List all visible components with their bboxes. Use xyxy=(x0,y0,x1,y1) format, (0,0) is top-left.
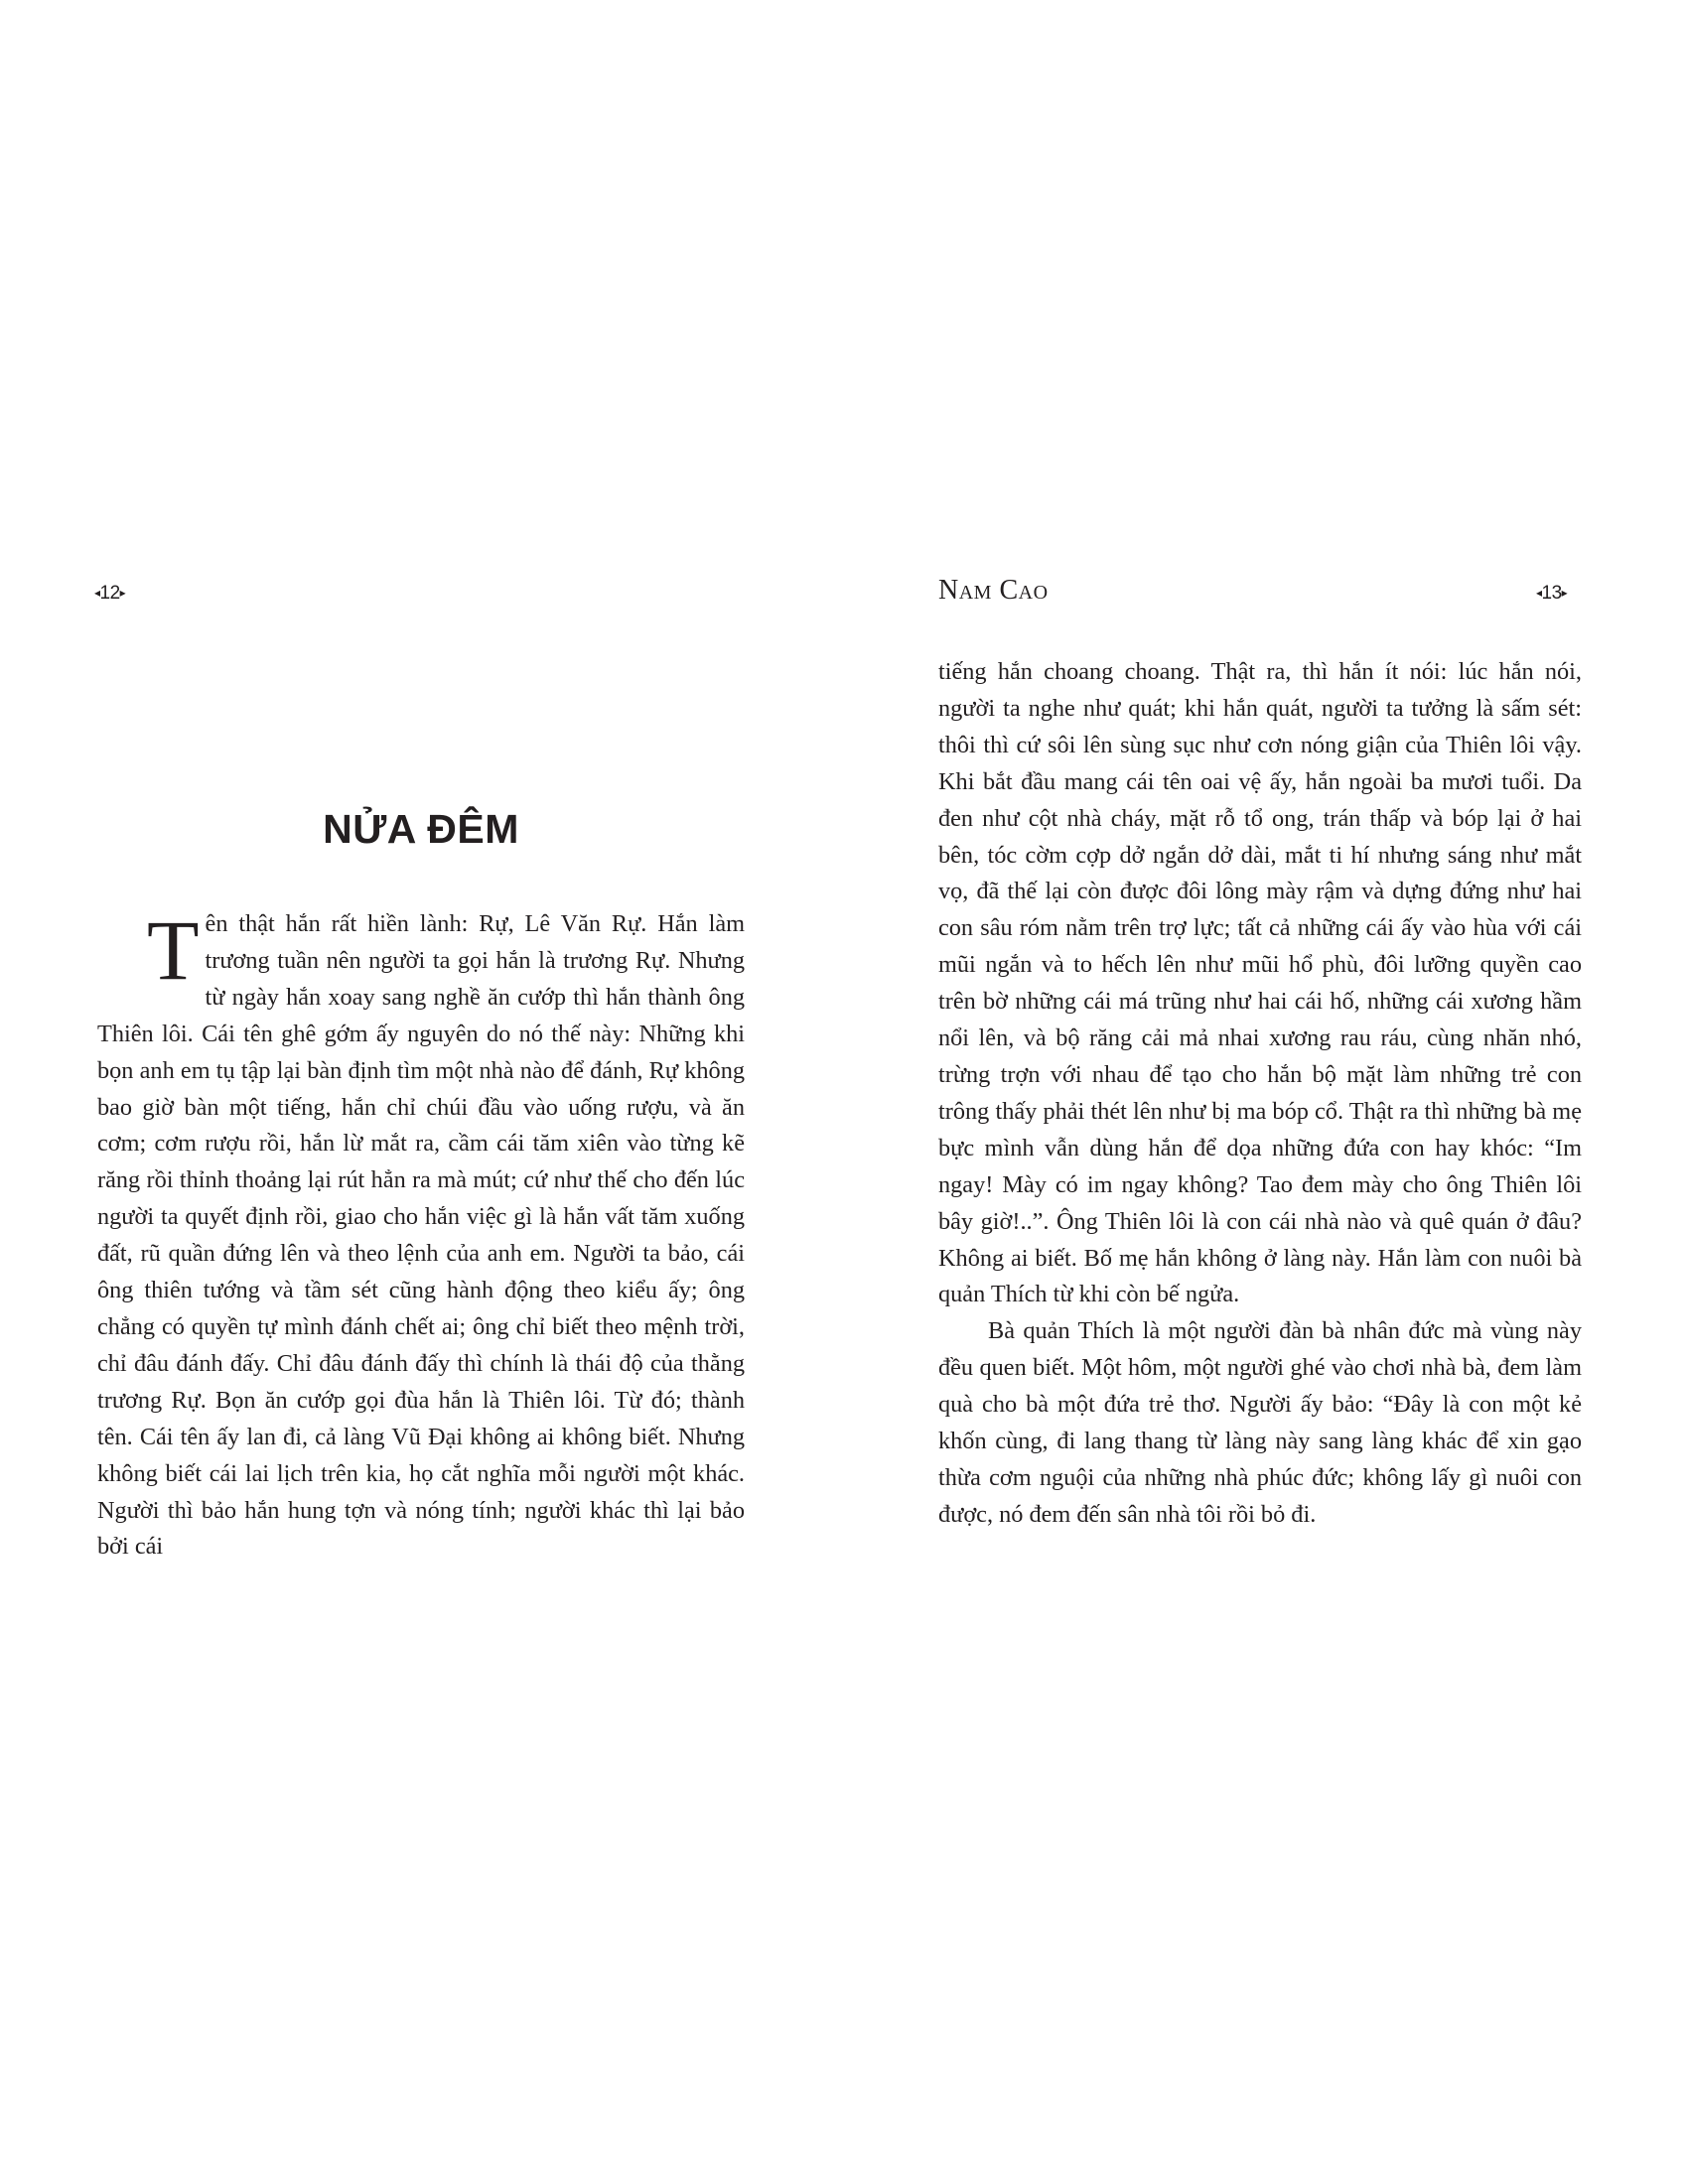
left-triangle-icon: ◂ xyxy=(94,586,100,600)
right-triangle-icon: ▸ xyxy=(119,586,126,600)
page-number-left xyxy=(94,580,125,607)
page-number-text: 12 xyxy=(99,583,120,604)
left-triangle-icon: ◂ xyxy=(1536,586,1542,600)
body-text-left xyxy=(97,902,745,1566)
paragraph-text: ên thật hắn rất hiền lành: Rự, Lê Văn Rự. Hắn làm trương tuần nên người ta gọi hắn là trương Rự. Nhưng từ ngày hắn xoay sang nghề ăn cướp thì hắn thành ông Thiên lôi. Cái tên ghê gớm ấy nguyên do nó thế này: Những khi bọn anh em tụ tập lại bàn định tìm một nhà nào để đánh, Rự không bao giờ bàn một tiếng, hắn chỉ chúi đầu vào uống rượu, và ăn cơm; cơm rượu rồi, hắn lừ mắt ra, cầm cái tăm xiên vào từng kẽ răng rồi thỉnh thoảng lại rút hẳn ra mà mút; cứ như thế cho đến lúc người ta quyết định rồi, giao cho hắn việc gì là hắn vất tăm xuống đất, rũ quần đứng lên và theo lệnh của anh em. Người ta bảo, cái ông thiên tướng và tầm sét cũng hành động theo kiểu ấy; ông chẳng có quyền tự mình đánh chết ai; ông chỉ biết theo mệnh trời, chỉ đâu đánh đấy. Chỉ đâu đánh đấy thì chính là thái độ của thằng trương Rự. Bọn ăn cướp gọi đùa hắn là Thiên lôi. Từ đó; thành tên. Cái tên ấy lan đi, cả làng Vũ Đại không ai không biết. Nhưng không biết cái lai lịch trên kia, họ cắt nghĩa mỗi người một khác. Người thì bảo hắn hung tợn và nóng tính; người khác thì lại bảo bởi cái xyxy=(97,910,745,1561)
page-number-text: 13 xyxy=(1541,583,1562,604)
paragraph xyxy=(97,902,745,1566)
body-text-right xyxy=(938,654,1582,1534)
right-page xyxy=(844,0,1688,2184)
page-number-right xyxy=(1536,580,1567,607)
drop-cap: T xyxy=(147,902,200,998)
paragraph: Bà quản Thích là một người đàn bà nhân đức mà vùng này đều quen biết. Một hôm, một người ghé vào chơi nhà bà, đem làm quà cho bà một đứa trẻ thơ. Người ấy bảo: “Đây là con một kẻ khốn cùng, đi lang thang từ làng này sang làng khác để xin gạo thừa cơm nguội của những nhà phúc đức; không lấy gì nuôi con được, nó đem đến sân nhà tôi rồi bỏ đi. xyxy=(938,1317,1582,1528)
running-head-author: Nam Cao xyxy=(938,575,1049,606)
paragraph: tiếng hắn choang choang. Thật ra, thì hắn ít nói: lúc hắn nói, người ta nghe như quát; khi hắn quát, người ta tưởng là sấm sét: thôi thì cứ sôi lên sùng sục như cơn nóng giận của Thiên lôi vậy. Khi bắt đầu mang cái tên oai vệ ấy, hắn ngoài ba mươi tuổi. Da đen như cột nhà cháy, mặt rỗ tổ ong, trán thấp và bóp lại ở hai bên, tóc cờm cợp dở ngắn dở dài, mắt ti hí nhưng sáng như mắt vọ, đã thế lại còn được đôi lông mày rậm và dựng đứng như hai con sâu róm nằm trên trợ lực; tất cả những cái ấy vào hùa với cái mũi ngắn và to hếch lên như mũi hổ phù, đôi lưỡng quyền cao trên bờ những cái má trũng như hai cái hố, những cái xương hầm nổi lên, và bộ răng cải mả nhai xương rau ráu, cùng nhăn nhó, trừng trợn với nhau để tạo cho hắn bộ mặt làm những trẻ con trông thấy phải thét lên như bị ma bóp cổ. Thật ra thì những bà mẹ bực mình vẫn dùng hắn để dọa những đứa con hay khóc: “Im ngay! Mày có im ngay không? Tao đem mày cho ông Thiên lôi bây giờ!..”. Ông Thiên lôi là con cái nhà nào và quê quán ở đâu? Không ai biết. Bố mẹ hắn không ở làng này. Hắn làm con nuôi bà quản Thích từ khi còn bế ngửa. xyxy=(938,658,1582,1308)
chapter-title: NỬA ĐÊM xyxy=(323,806,519,853)
right-triangle-icon: ▸ xyxy=(1561,586,1568,600)
